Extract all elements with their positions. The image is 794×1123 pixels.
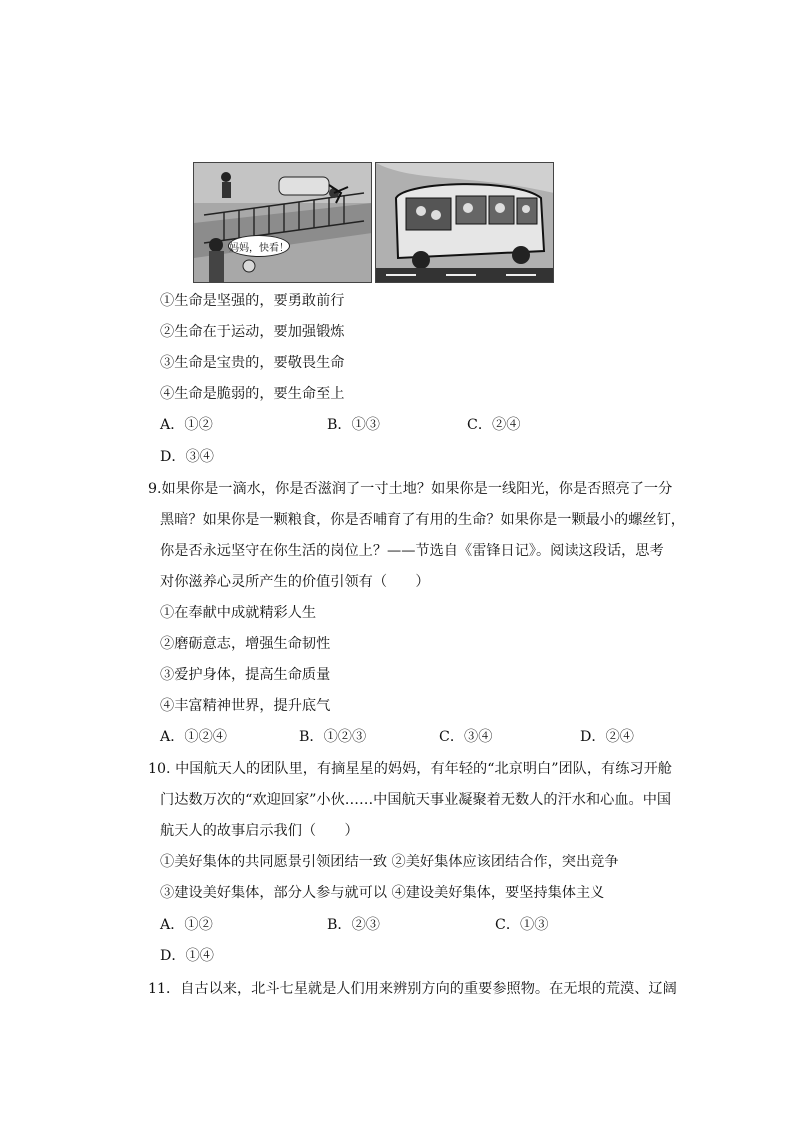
q10-statements-line-1: ①美好集体的共同愿景引领团结一致 ②美好集体应该团结合作，突出竞争	[160, 854, 619, 870]
q9-stem-line-2: 黑暗？如果你是一颗粮食，你是否哺育了有用的生命？如果你是一颗最小的螺丝钉，	[160, 512, 685, 528]
q11-stem-line-1: 11．自古以来，北斗七星就是人们用来辨别方向的重要参照物。在无垠的荒漠、辽阔	[148, 981, 677, 997]
q9-stem-line-4: 对你滋养心灵所产生的价值引领有（ ）	[160, 574, 430, 590]
q10-stem-line-2: 门达数万次的“欢迎回家”小伙……中国航天事业凝聚着无数人的汗水和心血。中国	[160, 792, 672, 808]
q10-stem-line-1: 10. 中国航天人的团队里，有摘星星的妈妈，有年轻的“北京明白”团队，有练习开舱	[148, 761, 672, 777]
q9-stem-line-3: 你是否永远坚守在你生活的岗位上？——节选自《雷锋日记》。阅读这段话，思考	[160, 543, 664, 559]
q9-statement-3: ③爱护身体，提高生命质量	[160, 667, 331, 683]
speech-bubble: 妈妈，快看！	[228, 235, 290, 257]
q10-statements-line-2: ③建设美好集体，部分人参与就可以 ④建设美好集体，要坚持集体主义	[160, 885, 605, 901]
q10-option-c[interactable]: C．①③	[495, 917, 549, 933]
q8-statement-3: ③生命是宝贵的，要敬畏生命	[160, 355, 345, 371]
q9-stem-line-1: 9.如果你是一滴水，你是否滋润了一寸土地？如果你是一线阳光，你是否照亮了一分	[148, 481, 673, 497]
cartoon-left-panel	[193, 162, 372, 283]
q9-statement-4: ④丰富精神世界，提升底气	[160, 698, 331, 714]
q8-statement-4: ④生命是脆弱的，要生命至上	[160, 386, 345, 402]
q10-option-a[interactable]: A．①②	[160, 917, 213, 933]
crowded-bus-drawing	[376, 163, 554, 282]
q9-option-a[interactable]: A．①②④	[160, 729, 227, 745]
q8-statement-2: ②生命在于运动，要加强锻炼	[160, 324, 345, 340]
q8-option-a[interactable]: A．①②	[160, 417, 213, 433]
cartoon-right-panel	[375, 162, 554, 283]
street-scene-drawing	[194, 163, 372, 282]
q9-option-d[interactable]: D．②④	[580, 729, 634, 745]
q9-option-c[interactable]: C．③④	[439, 729, 493, 745]
q10-stem-line-3: 航天人的故事启示我们（ ）	[160, 823, 359, 839]
q10-option-d[interactable]: D．①④	[160, 948, 214, 964]
q8-option-b[interactable]: B．①③	[327, 417, 380, 433]
q8-option-c[interactable]: C．②④	[467, 417, 521, 433]
q8-option-d[interactable]: D．③④	[160, 449, 214, 465]
q8-statement-1: ①生命是坚强的，要勇敢前行	[160, 293, 345, 309]
q9-option-b[interactable]: B．①②③	[299, 729, 367, 745]
q9-statement-1: ①在奉献中成就精彩人生	[160, 605, 317, 621]
q10-option-b[interactable]: B．②③	[327, 917, 380, 933]
q9-statement-2: ②磨砺意志，增强生命韧性	[160, 636, 331, 652]
cartoon-illustration	[193, 162, 554, 283]
